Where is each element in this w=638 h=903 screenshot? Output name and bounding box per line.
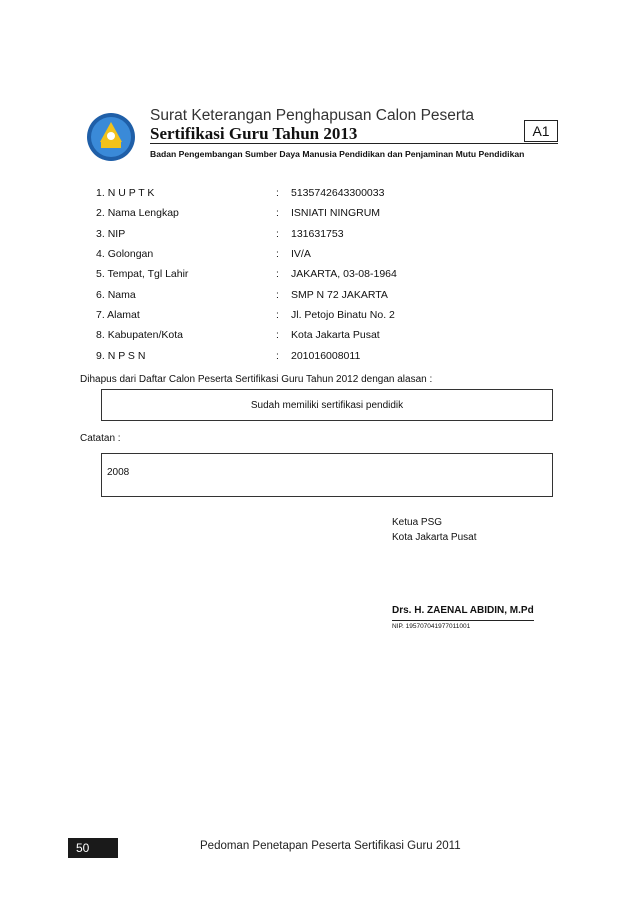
- reason-box: [101, 389, 553, 421]
- field-label: 5. Tempat, Tgl Lahir: [96, 268, 189, 281]
- footer-text: Pedoman Penetapan Peserta Sertifikasi Guru 2011: [200, 840, 461, 852]
- form-title-line1: Surat Keterangan Penghapusan Calon Peserta: [150, 107, 475, 124]
- notes-label: Catatan :: [80, 433, 121, 444]
- field-label: 3. NIP: [96, 227, 126, 240]
- field-value: 5135742643300033: [291, 187, 385, 200]
- field-label: 9. N P S N: [96, 349, 146, 362]
- field-row: [96, 183, 546, 203]
- form-subtitle: Badan Pengembangan Sumber Daya Manusia Pendidikan dan Penjaminan Mutu Pendidikan: [150, 149, 525, 159]
- field-row: [96, 244, 546, 264]
- field-row: [96, 284, 546, 304]
- field-value: 131631753: [291, 227, 344, 240]
- field-colon: :: [276, 248, 279, 261]
- signature-underline: [392, 620, 534, 621]
- page-number: 50: [68, 838, 118, 858]
- field-value: IV/A: [291, 248, 311, 261]
- field-colon: :: [276, 329, 279, 342]
- field-row: [96, 325, 546, 345]
- form-code: A1: [524, 120, 558, 142]
- field-colon: :: [276, 308, 279, 321]
- field-label: 7. Alamat: [96, 308, 140, 321]
- field-value: ISNIATI NINGRUM: [291, 207, 381, 220]
- field-row: [96, 224, 546, 244]
- form-title-line2: Sertifikasi Guru Tahun 2013: [150, 124, 358, 143]
- field-value: Jl. Petojo Binatu No. 2: [291, 308, 395, 321]
- reason-label: Dihapus dari Daftar Calon Peserta Sertifikasi Guru Tahun 2012 dengan alasan :: [80, 374, 433, 385]
- field-colon: :: [276, 288, 279, 301]
- notes-box: [101, 453, 553, 497]
- field-label: 2. Nama Lengkap: [96, 207, 179, 220]
- notes-value: 2008: [107, 467, 130, 478]
- signatory-name: Drs. H. ZAENAL ABIDIN, M.Pd: [392, 605, 534, 616]
- field-label: 6. Nama: [96, 288, 136, 301]
- field-colon: :: [276, 227, 279, 240]
- signature-title: Ketua PSG Kota Jakarta Pusat: [392, 517, 477, 543]
- identity-fields: [96, 183, 546, 366]
- field-row: [96, 264, 546, 284]
- field-label: 4. Golongan: [96, 248, 154, 261]
- field-colon: :: [276, 187, 279, 200]
- tut-wuri-handayani-logo: [86, 112, 136, 162]
- field-row: [96, 305, 546, 325]
- field-value: SMP N 72 JAKARTA: [291, 288, 388, 301]
- header-divider: [150, 143, 558, 144]
- field-row: [96, 345, 546, 365]
- field-value: 201016008011: [291, 349, 361, 362]
- field-row: [96, 203, 546, 223]
- field-label: 1. N U P T K: [96, 187, 155, 200]
- field-colon: :: [276, 207, 279, 220]
- field-value: JAKARTA, 03-08-1964: [291, 268, 397, 281]
- field-colon: :: [276, 349, 279, 362]
- reason-value: Sudah memiliki sertifikasi pendidik: [250, 399, 404, 411]
- field-value: Kota Jakarta Pusat: [291, 329, 380, 342]
- field-colon: :: [276, 268, 279, 281]
- signatory-nip: NIP. 195707041977011001: [392, 623, 471, 630]
- field-label: 8. Kabupaten/Kota: [96, 329, 184, 342]
